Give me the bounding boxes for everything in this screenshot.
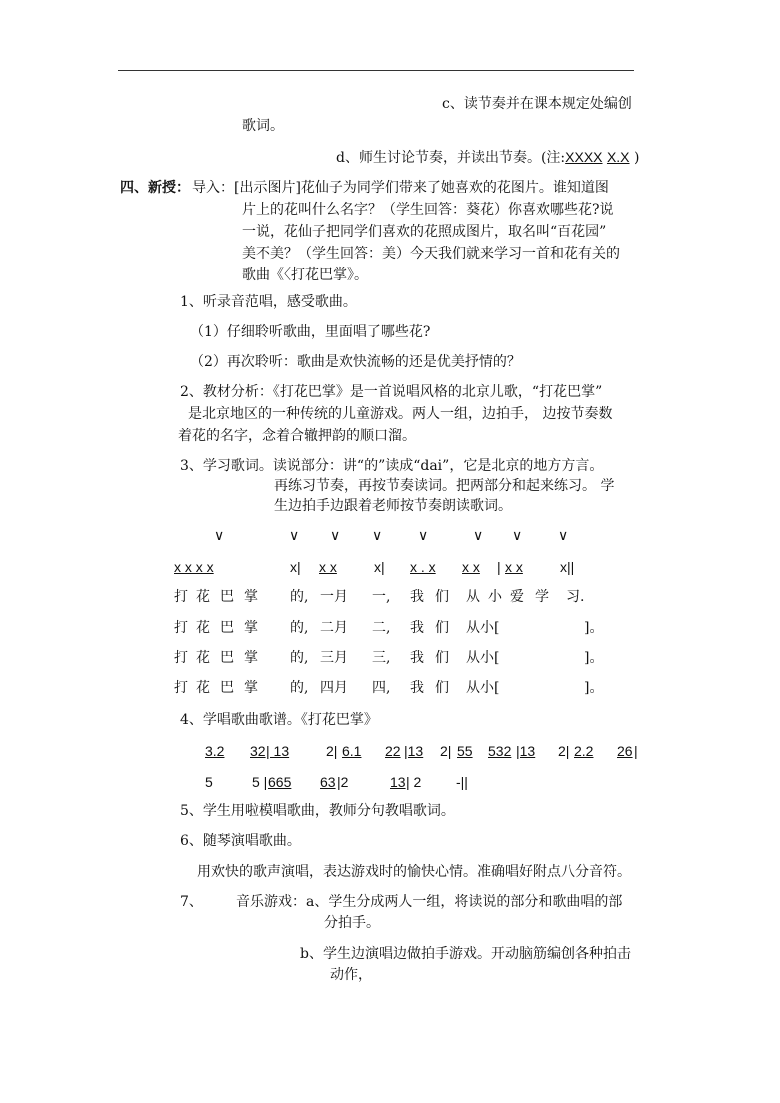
lyric-char: 掌 — [244, 680, 258, 696]
lyric-char: 花 — [196, 620, 210, 636]
step-6-detail: 用欢快的歌声演唱，表达游戏时的愉快心情。准确唱好附点八分音符。 — [197, 864, 631, 880]
breath-mark: ∨ — [372, 528, 383, 544]
lyric-row-1 — [0, 587, 780, 609]
rhythm-group: x| — [374, 559, 385, 575]
score-note: 2| — [440, 743, 452, 759]
lyric-char: 二, — [372, 620, 391, 636]
step-2-line-2: 是北京地区的一种传统的儿童游戏。两人一组，边拍手， 边按节奏数 — [188, 406, 613, 422]
rhythm-row — [0, 557, 780, 579]
rhythm-group: x x — [319, 559, 337, 575]
lyric-char: ]。 — [584, 680, 604, 696]
lyric-char: 打 — [174, 680, 188, 696]
lyric-char: 巴 — [220, 650, 234, 666]
breath-mark: ∨ — [214, 528, 225, 544]
score-line-2 — [0, 772, 780, 794]
top-rule — [118, 70, 634, 71]
score-note: |13 — [516, 743, 536, 759]
lyric-char: 的, — [290, 589, 309, 605]
breath-mark: ∨ — [512, 528, 523, 544]
breath-mark: ∨ — [289, 528, 300, 544]
lyric-char: 三, — [372, 650, 391, 666]
intro-line-5: 歌曲《〈打花巴掌》。 — [242, 267, 368, 283]
lyric-char: 的, — [290, 680, 309, 696]
score-note: | 13 — [266, 743, 290, 759]
step-7-b: b、学生边演唱边做拍手游戏。开动脑筋编创各种拍击 — [300, 946, 631, 962]
step-7-a: 音乐游戏：a、学生分成两人一组，将读说的部分和歌曲唱的部 — [236, 894, 623, 910]
lyric-char: 们 — [435, 650, 449, 666]
lyric-char: 我 — [410, 680, 424, 696]
step-1b: （2）再次聆听：歌曲是欢快流畅的还是优美抒情的？ — [190, 354, 521, 370]
intro-line-1: 导入：[出示图片]花仙子为同学们带来了她喜欢的花图片。谁知道图 — [192, 180, 609, 196]
line-d-close: ) — [633, 150, 640, 166]
score-note: 5 — [205, 774, 213, 790]
score-note: | — [634, 743, 638, 759]
line-c: c、读节奏并在课本规定处编创 — [442, 96, 632, 112]
rhythm-group: x x — [505, 559, 523, 575]
breath-mark: ∨ — [473, 528, 484, 544]
line-d-prefix: d、师生讨论节奏，并读出节奏。(注: — [336, 150, 566, 166]
lyric-char: 掌 — [244, 650, 258, 666]
score-note: 5 | — [252, 774, 268, 790]
score-note: 26 — [617, 743, 633, 759]
lyric-char: ]。 — [584, 650, 604, 666]
intro-line-2: 片上的花叫什么名字？（学生回答：葵花）你喜欢哪些花?说 — [242, 202, 614, 218]
lyric-char: 我 — [410, 650, 424, 666]
lyric-char: 打 — [174, 589, 188, 605]
lyric-char: 从小[ — [466, 620, 500, 636]
breath-mark: ∨ — [558, 528, 569, 544]
score-note: 2.2 — [574, 743, 594, 759]
score-note: 13 — [390, 774, 406, 790]
lyric-char: 一, — [372, 589, 391, 605]
lyric-char: 打 — [174, 620, 188, 636]
step-3-line-3: 生边拍手边跟着老师按节奏朗读歌词。 — [274, 498, 512, 514]
intro-line-4: 美不美？（学生回答：美）今天我们就来学习一首和花有关的 — [242, 246, 620, 262]
lyric-char: 花 — [196, 589, 210, 605]
step-1: 1、听录音范唱，感受歌曲。 — [180, 294, 357, 310]
line-c-cont: 歌词。 — [242, 118, 284, 134]
lyric-char: 们 — [435, 589, 449, 605]
lyric-char: 巴 — [220, 680, 234, 696]
lyric-row-4 — [0, 678, 780, 700]
section4-heading: 四、新授： — [120, 180, 190, 196]
rhythm-bar: | — [497, 559, 501, 575]
lyric-char: 一月 — [320, 589, 348, 605]
lyric-char: 从 — [466, 589, 480, 605]
lyric-char: 从小[ — [466, 680, 500, 696]
lyric-char: 打 — [174, 650, 188, 666]
score-note: 55 — [457, 743, 473, 759]
score-note: |13 — [404, 743, 424, 759]
rhythm-group: x|| — [560, 559, 575, 575]
score-note: 32 — [250, 743, 266, 759]
lyric-char: 掌 — [244, 620, 258, 636]
line-d — [336, 147, 639, 168]
lyric-char: 四月 — [320, 680, 348, 696]
score-note: 63 — [320, 774, 336, 790]
lyric-char: 巴 — [220, 589, 234, 605]
breath-mark: ∨ — [418, 528, 429, 544]
score-note: 6.1 — [342, 743, 362, 759]
step-3-line-1: 3、学习歌词。读说部分：讲“的”读成“dai”，它是北京的地方方言。 — [180, 458, 604, 474]
score-note: |2 — [337, 774, 349, 790]
score-line-1 — [0, 741, 780, 763]
lyric-char: 爱 — [510, 589, 524, 605]
step-2-line-3: 着花的名字，念着合辙押韵的顺口溜。 — [178, 428, 416, 444]
rhythm-group: x x x x — [174, 559, 214, 575]
lyric-char: 我 — [410, 620, 424, 636]
lyric-char: 三月 — [320, 650, 348, 666]
score-note: 665 — [268, 774, 292, 790]
lyric-row-2 — [0, 618, 780, 640]
score-note: -|| — [456, 774, 468, 790]
step-1a: （1）仔细聆听歌曲，里面唱了哪些花? — [190, 324, 431, 340]
rhythm-group: x . x — [410, 559, 436, 575]
lyric-char: 学 — [535, 589, 549, 605]
lyric-char: 们 — [435, 620, 449, 636]
rhythm-group: x x — [462, 559, 480, 575]
lyric-char: 花 — [196, 650, 210, 666]
lyric-char: 四, — [372, 680, 391, 696]
lyric-char: 的, — [290, 650, 309, 666]
step-7-number: 7、 — [180, 894, 203, 910]
score-note: 22 — [385, 743, 401, 759]
step-4-title: 4、学唱歌曲歌谱。《打花巴掌》 — [180, 712, 378, 728]
lyric-char: 掌 — [244, 589, 258, 605]
lyric-char: 习. — [566, 589, 585, 605]
lyric-char: ]。 — [584, 620, 604, 636]
breath-marks — [0, 526, 780, 548]
lyric-char: 花 — [196, 680, 210, 696]
step-3-line-2: 再练习节奏，再按节奏读词。把两部分和起来练习。 学 — [274, 478, 615, 494]
lyric-char: 从小[ — [466, 650, 500, 666]
breath-mark: ∨ — [330, 528, 341, 544]
line-d-rhythm-2: X.X — [606, 149, 630, 165]
score-note: | 2 — [406, 774, 422, 790]
rhythm-group: x| — [290, 559, 301, 575]
score-note: 532 — [488, 743, 512, 759]
lyric-char: 们 — [435, 680, 449, 696]
intro-line-3: 一说，花仙子把同学们喜欢的花照成图片，取名叫“百花园” — [242, 224, 607, 240]
score-note: 2| — [326, 743, 338, 759]
lyric-row-3 — [0, 648, 780, 670]
line-d-rhythm-1: XXXX — [565, 149, 603, 165]
lyric-char: 我 — [410, 589, 424, 605]
step-5: 5、学生用啦模唱歌曲，教师分句教唱歌词。 — [180, 803, 455, 819]
score-note: 2| — [558, 743, 570, 759]
step-6: 6、随琴演唱歌曲。 — [180, 833, 301, 849]
step-2-line-1: 2、教材分析：《打花巴掌》是一首说唱风格的北京儿歌，“打花巴掌” — [180, 384, 603, 400]
lyric-char: 的, — [290, 620, 309, 636]
lyric-char: 巴 — [220, 620, 234, 636]
lyric-char: 二月 — [320, 620, 348, 636]
step-7-a-cont: 分拍手。 — [324, 915, 380, 931]
step-7-b-cont: 动作， — [330, 967, 372, 983]
lyric-char: 小 — [488, 589, 502, 605]
score-note: 3.2 — [205, 743, 225, 759]
